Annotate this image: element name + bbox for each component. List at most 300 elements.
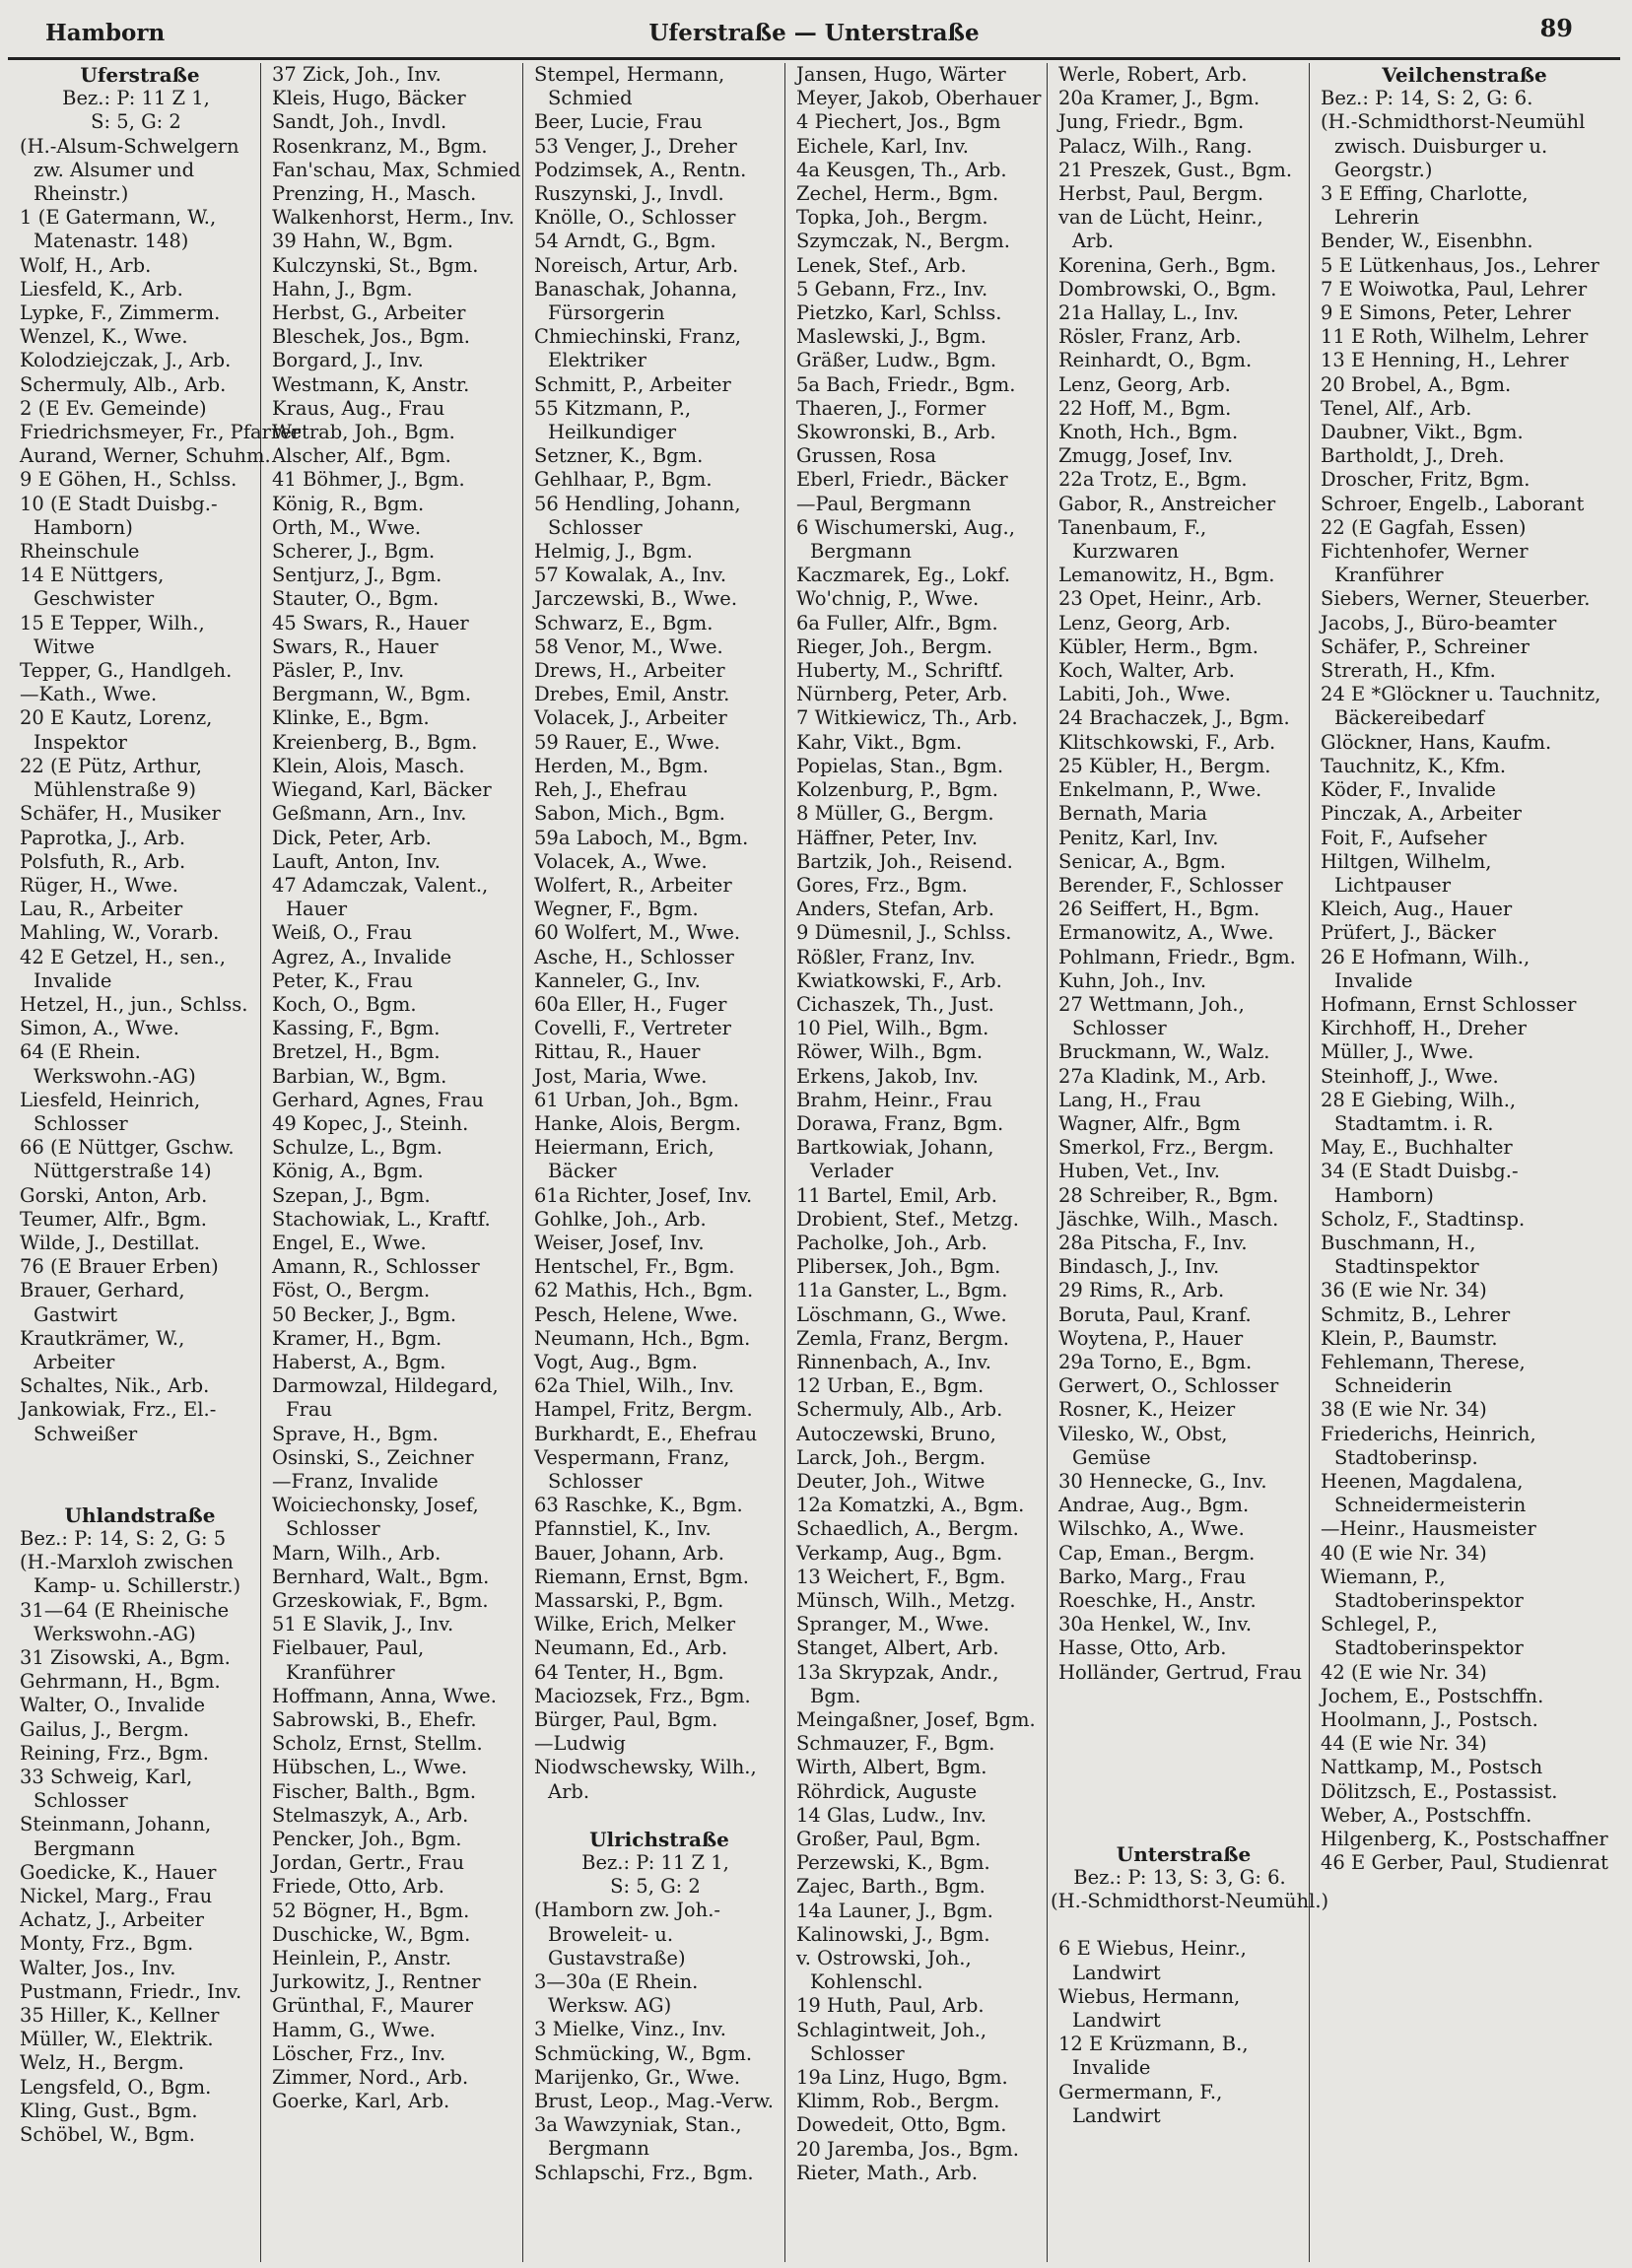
directory-entry: Strerath, H., Kfm. <box>1321 659 1496 683</box>
directory-entry: (Hamborn zw. Joh.-Broweleit- u. Gustavstraße) <box>534 1899 720 1969</box>
column-spacer <box>526 1804 784 1828</box>
directory-entry: Jäschke, Wilh., Masch. <box>1058 1207 1279 1231</box>
directory-entry: 35 Hiller, K., Kellner <box>20 2004 220 2028</box>
directory-entry: Jochem, E., Postschffn. <box>1321 1684 1544 1707</box>
directory-entry: Reining, Frz., Bgm. <box>20 1741 209 1765</box>
directory-entry: Orth, M., Wwe. <box>272 515 422 539</box>
directory-entry: Lang, H., Frau <box>1058 1088 1201 1111</box>
directory-entry: —Ludwig <box>534 1732 626 1756</box>
directory-entry: Simon, A., Wwe. <box>20 1017 179 1040</box>
column-6 <box>1313 63 1608 2262</box>
directory-entry: Schmitz, B., Lehrer <box>1321 1302 1511 1326</box>
directory-entry: 41 Böhmer, J., Bgm. <box>272 468 465 492</box>
directory-entry: 2 (E Ev. Gemeinde) <box>20 396 207 420</box>
directory-entry: Barko, Marg., Frau <box>1058 1565 1247 1588</box>
directory-entry: Pacholke, Joh., Arb. <box>796 1231 987 1254</box>
directory-entry: Liesfeld, Heinrich, Schlosser <box>20 1088 201 1135</box>
directory-entry: Gehlhaar, P., Bgm. <box>534 468 713 492</box>
directory-entry: Volacek, A., Wwe. <box>534 849 708 873</box>
directory-entry: 31 Zisowski, A., Bgm. <box>20 1646 231 1669</box>
directory-entry: —Kath., Wwe. <box>20 683 158 706</box>
directory-entry: 22a Trotz, E., Bgm. <box>1058 468 1248 492</box>
directory-entry: Zemla, Franz, Bergm. <box>796 1326 1009 1350</box>
directory-entry: Kleis, Hugo, Bäcker <box>272 87 466 110</box>
directory-entry: Westmann, K, Anstr. <box>272 372 470 396</box>
directory-entry: Vogt, Aug., Bgm. <box>534 1350 698 1373</box>
directory-entry: Fischer, Balth., Bgm. <box>272 1779 477 1803</box>
directory-entry: Klein, Alois, Masch. <box>272 754 465 777</box>
directory-entry: 20 Jaremba, Jos., Bgm. <box>796 2137 1019 2161</box>
directory-entry: Pfannstiel, K., Inv. <box>534 1517 712 1541</box>
directory-entry: —Franz, Invalide <box>272 1469 439 1493</box>
directory-entry: Knoth, Hch., Bgm. <box>1058 421 1239 444</box>
directory-entry: König, R., Bgm. <box>272 492 425 515</box>
directory-entry: Goedicke, K., Hauer <box>20 1860 217 1884</box>
directory-entry: 7 E Woiwotka, Paul, Lehrer <box>1321 277 1588 300</box>
directory-entry: 61a Richter, Josef, Inv. <box>534 1183 753 1207</box>
directory-entry: 14 Glas, Ludw., Inv. <box>796 1803 986 1827</box>
directory-entry: Labiti, Joh., Wwe. <box>1058 683 1231 706</box>
directory-entry: Hofmann, Ernst Schlosser <box>1321 992 1577 1016</box>
directory-entry: Bretzel, H., Bgm. <box>272 1040 441 1064</box>
directory-entry: Lenek, Stef., Arb. <box>796 253 967 277</box>
directory-entry: Bürger, Paul, Bgm. <box>534 1708 718 1732</box>
directory-entry: Achatz, J., Arbeiter <box>20 1908 204 1932</box>
street-heading: Ulrichstraße <box>589 1827 729 1851</box>
directory-entry: Steinhoff, J., Wwe. <box>1321 1064 1499 1088</box>
column-2 <box>264 63 523 2262</box>
directory-entry: Nürnberg, Peter, Arb. <box>796 683 1008 706</box>
directory-entry: 62 Mathis, Hch., Bgm. <box>534 1279 754 1302</box>
directory-entry: Zimmer, Nord., Arb. <box>272 2066 469 2090</box>
directory-entry: 60 Wolfert, M., Wwe. <box>534 921 741 945</box>
directory-entry: Sprave, H., Bgm. <box>272 1422 439 1445</box>
directory-entry: Bartzik, Joh., Reisend. <box>796 849 1013 873</box>
directory-entry: 51 E Slavik, J., Inv. <box>272 1613 454 1636</box>
directory-entry: Perzewski, K., Bgm. <box>796 1851 990 1875</box>
directory-entry: Koch, Walter, Arb. <box>1058 659 1235 683</box>
directory-entry: 4a Keusgen, Th., Arb. <box>796 158 1007 181</box>
directory-entry: Gabor, R., Anstreicher <box>1058 492 1276 515</box>
directory-entry: Anders, Stefan, Arb. <box>796 898 995 921</box>
directory-entry: Bernath, Maria <box>1058 802 1207 826</box>
directory-entry: Glöckner, Hans, Kaufm. <box>1321 730 1552 754</box>
directory-entry: Schmitt, P., Arbeiter <box>534 372 731 396</box>
directory-entry: Larck, Joh., Bergm. <box>796 1445 986 1469</box>
directory-entry: 44 (E wie Nr. 34) <box>1321 1732 1487 1756</box>
directory-entry: Kramer, H., Bgm. <box>272 1326 442 1350</box>
directory-entry: Heinlein, P., Anstr. <box>272 1947 451 1970</box>
directory-entry: Neumann, Ed., Arb. <box>534 1636 728 1660</box>
directory-entry: Walter, O., Invalide <box>20 1694 206 1717</box>
directory-entry: Bender, W., Eisenbhn. <box>1321 230 1533 253</box>
directory-entry: Gehrmann, H., Bgm. <box>20 1670 221 1694</box>
directory-entry: Helmig, J., Bgm. <box>534 540 693 564</box>
directory-entry: Wenzel, K., Wwe. <box>20 325 188 349</box>
directory-entry: Pustmann, Friedr., Inv. <box>20 1979 242 2003</box>
directory-entry: Gohlke, Joh., Arb. <box>534 1207 707 1231</box>
directory-entry: (H.-Marxloh zwischen Kamp- u. Schillerstr.) <box>20 1551 241 1598</box>
directory-entry: Agrez, A., Invalide <box>272 945 452 968</box>
directory-entry: Lau, R., Arbeiter <box>20 898 183 921</box>
directory-entry: Skowronski, B., Arb. <box>796 421 996 444</box>
directory-entry: Zajec, Barth., Bgm. <box>796 1875 986 1899</box>
directory-entry: Rittau, R., Hauer <box>534 1040 701 1064</box>
directory-entry: 60a Eller, H., Fuger <box>534 992 727 1016</box>
directory-entry: Dombrowski, O., Bgm. <box>1058 277 1277 300</box>
directory-entry: Friede, Otto, Arb. <box>272 1875 444 1899</box>
directory-entry: Kolzenburg, P., Bgm. <box>796 778 998 802</box>
directory-entry: Gerwert, O., Schlosser <box>1058 1374 1279 1398</box>
directory-entry: Pesch, Helene, Wwe. <box>534 1302 738 1326</box>
directory-entry: Scholz, Ernst, Stellm. <box>272 1732 483 1756</box>
directory-entry: Daubner, Vikt., Bgm. <box>1321 421 1524 444</box>
directory-entry: 11 Bartel, Emil, Arb. <box>796 1183 997 1207</box>
directory-entry: 57 Kowalak, A., Inv. <box>534 564 727 587</box>
directory-entry: Fielbauer, Paul, Kranführer <box>272 1636 425 1684</box>
directory-entry: Kreienberg, B., Bgm. <box>272 730 478 754</box>
directory-entry: 3a Wawzyniak, Stan., Bergmann <box>534 2113 742 2161</box>
directory-entry: Burkhardt, E., Ehefrau <box>534 1422 758 1445</box>
directory-entry: Scholz, F., Stadtinsp. <box>1321 1207 1526 1231</box>
directory-entry: Hübschen, L., Wwe. <box>272 1756 468 1779</box>
directory-entry: 10 (E Stadt Duisbg.-Hamborn) <box>20 492 218 539</box>
directory-entry: Maslewski, J., Bgm. <box>796 325 986 349</box>
directory-entry: Röwer, Wilh., Bgm. <box>796 1040 984 1064</box>
street-heading: Unterstraße <box>1116 1841 1252 1866</box>
column-3 <box>526 63 785 2262</box>
directory-entry: Stauter, O., Bgm. <box>272 587 440 611</box>
directory-entry: Banaschak, Johanna, Fürsorgerin <box>534 277 738 325</box>
directory-entry: Kübler, Herm., Bgm. <box>1058 634 1258 658</box>
directory-entry: Fichtenhofer, Werner Kranführer <box>1321 540 1529 587</box>
directory-entry: Thaeren, J., Former <box>796 396 986 420</box>
directory-entry: Meyer, Jakob, Oberhauer <box>796 87 1042 110</box>
directory-entry: 21 Preszek, Gust., Bgm. <box>1058 158 1293 181</box>
directory-entry: Hasse, Otto, Arb. <box>1058 1636 1227 1660</box>
directory-entry: Hahn, J., Bgm. <box>272 277 413 300</box>
directory-entry: Herbst, G., Arbeiter <box>272 301 466 325</box>
directory-entry: 12 Urban, E., Bgm. <box>796 1374 985 1398</box>
directory-entry: 38 (E wie Nr. 34) <box>1321 1398 1487 1422</box>
header-street-range: Uferstraße — Unterstraße <box>648 20 980 46</box>
directory-entry: Fehlemann, Therese, Schneiderin <box>1321 1350 1526 1398</box>
directory-entry: 24 E *Glöckner u. Tauchnitz, Bäckereibedarf <box>1321 683 1601 730</box>
directory-entry: Wilde, J., Destillat. <box>20 1231 200 1254</box>
directory-entry: Kulczynski, St., Bgm. <box>272 253 479 277</box>
directory-entry: 19a Linz, Hugo, Bgm. <box>796 2066 1008 2090</box>
directory-entry: 20a Kramer, J., Bgm. <box>1058 87 1260 110</box>
directory-entry: 12 E Krüzmann, B., Invalide <box>1058 2033 1249 2080</box>
directory-entry: Borgard, J., Inv. <box>272 349 424 372</box>
directory-entry: Foit, F., Aufseher <box>1321 826 1487 849</box>
directory-entry: 39 Hahn, W., Bgm. <box>272 230 453 253</box>
directory-entry: Gerhard, Agnes, Frau <box>272 1088 484 1111</box>
directory-entry: Bartholdt, J., Dreh. <box>1321 444 1505 468</box>
directory-entry: Rieger, Joh., Bergm. <box>796 634 993 658</box>
directory-entry: Paprotka, J., Arb. <box>20 826 186 849</box>
directory-entry: Kolodziejczak, J., Arb. <box>20 349 232 372</box>
directory-entry: 27 Wettmann, Joh., Schlosser <box>1058 992 1245 1040</box>
directory-entry: 6 Wischumerski, Aug., Bergmann <box>796 515 1015 564</box>
directory-entry: Wegner, F., Bgm. <box>534 898 699 921</box>
directory-entry: Hoolmann, J., Postsch. <box>1321 1708 1538 1732</box>
directory-entry: Bruckmann, W., Walz. <box>1058 1040 1270 1064</box>
directory-entry: Kraus, Aug., Frau <box>272 396 445 420</box>
directory-entry: Liesfeld, K., Arb. <box>20 277 183 300</box>
directory-entry: Dick, Peter, Arb. <box>272 826 432 849</box>
directory-entry: 29a Torno, E., Bgm. <box>1058 1350 1253 1373</box>
column-spacer <box>1051 1685 1309 1842</box>
directory-entry: Dorawa, Franz, Bgm. <box>796 1111 1004 1135</box>
directory-entry: 13 E Henning, H., Lehrer <box>1321 349 1569 372</box>
directory-entry: 12a Komatzki, A., Bgm. <box>796 1494 1025 1517</box>
directory-entry: Sandt, Joh., Invdl. <box>272 110 447 134</box>
directory-entry: Hetzel, H., jun., Schlss. <box>20 992 248 1016</box>
directory-entry: Wilschko, A., Wwe. <box>1058 1517 1245 1541</box>
directory-entry: Volacek, J., Arbeiter <box>534 706 727 730</box>
directory-entry: 6 E Wiebus, Heinr., Landwirt <box>1058 1937 1247 1984</box>
directory-entry: Hampel, Fritz, Bergm. <box>534 1398 753 1422</box>
directory-entry: 53 Venger, J., Dreher <box>534 134 737 158</box>
directory-entry: Kanneler, G., Inv. <box>534 968 701 992</box>
directory-entry: 11a Ganster, L., Bgm. <box>796 1279 1008 1302</box>
directory-entry: Tanenbaum, F., Kurzwaren <box>1058 515 1207 564</box>
directory-entry: Noreisch, Artur, Arb. <box>534 253 739 277</box>
directory-entry: Rieter, Math., Arb. <box>796 2161 979 2184</box>
column-1 <box>12 63 302 2262</box>
directory-entry: Schöbel, W., Bgm. <box>20 2123 195 2147</box>
directory-entry: Nickel, Marg., Frau <box>20 1885 213 1908</box>
directory-entry: Weiser, Josef, Inv. <box>534 1231 705 1254</box>
directory-entry: Engel, E., Wwe. <box>272 1231 427 1254</box>
directory-entry: Beer, Lucie, Frau <box>534 110 703 134</box>
directory-entry: 61 Urban, Joh., Bgm. <box>534 1088 740 1111</box>
directory-entry: Riemann, Ernst, Bgm. <box>534 1565 749 1588</box>
directory-entry: Germermann, F., Landwirt <box>1058 2080 1223 2127</box>
directory-entry: Vilesko, W., Obst, Gemüse <box>1058 1422 1228 1469</box>
directory-entry: 22 (E Pütz, Arthur, Mühlenstraße 9) <box>20 754 202 802</box>
directory-entry: Smerkol, Frz., Bergm. <box>1058 1136 1274 1160</box>
directory-entry: Rüger, H., Wwe. <box>20 873 178 897</box>
directory-entry: 24 Brachaczek, J., Bgm. <box>1058 706 1290 730</box>
directory-entry: Osinski, S., Zeichner <box>272 1445 474 1469</box>
directory-entry: 7 Witkiewicz, Th., Arb. <box>796 706 1018 730</box>
directory-entry: Tepper, G., Handlgeh. <box>20 659 233 683</box>
directory-entry: Korenina, Gerh., Bgm. <box>1058 253 1277 277</box>
directory-entry: Chmiechinski, Franz, Elektriker <box>534 325 741 372</box>
directory-entry: Marijenko, Gr., Wwe. <box>534 2065 741 2089</box>
directory-entry: Huben, Vet., Inv. <box>1058 1160 1220 1183</box>
directory-entry: Deuter, Joh., Witwe <box>796 1469 986 1493</box>
directory-entry: 56 Hendling, Johann, Schlosser <box>534 492 741 539</box>
directory-entry: 52 Bögner, H., Bgm. <box>272 1899 470 1922</box>
directory-entry: Zmugg, Josef, Inv. <box>1058 444 1234 468</box>
directory-entry: 33 Schweig, Karl, Schlosser <box>20 1766 193 1813</box>
directory-entry: Rheinschule <box>20 540 140 564</box>
directory-entry: Röhrdick, Auguste <box>796 1779 978 1803</box>
directory-entry: 25 Kübler, H., Bergm. <box>1058 754 1271 777</box>
directory-entry: Lemanowitz, H., Bgm. <box>1058 564 1275 587</box>
directory-entry: Jordan, Gertr., Frau <box>272 1851 465 1875</box>
directory-entry: Wagner, Alfr., Bgm <box>1058 1111 1241 1135</box>
directory-entry: Jurkowitz, J., Rentner <box>272 1970 481 1994</box>
directory-entry: Bez.: P: 14, S: 2, G: 5 <box>20 1526 227 1550</box>
directory-entry: Siebers, Werner, Steuerber. <box>1321 587 1591 611</box>
directory-entry: Wolfert, R., Arbeiter <box>534 873 732 897</box>
directory-entry: 14 E Nüttgers, Geschwister <box>20 564 165 611</box>
directory-entry: —Heinr., Hausmeister <box>1321 1517 1536 1541</box>
directory-entry: Wo'chnig, P., Wwe. <box>796 587 980 611</box>
directory-entry: Aurand, Werner, Schuhm. <box>20 444 271 468</box>
directory-entry: Pohlmann, Friedr., Bgm. <box>1058 945 1296 968</box>
directory-entry: Friedrichsmeyer, Fr., Pfarrer <box>20 421 302 444</box>
directory-entry: Drews, H., Arbeiter <box>534 659 725 683</box>
directory-entry: 20 E Kautz, Lorenz, Inspektor <box>20 706 213 754</box>
directory-entry: Weiß, O., Frau <box>272 921 413 945</box>
directory-entry: Polsfuth, R., Arb. <box>20 849 186 873</box>
directory-entry: Topka, Joh., Bergm. <box>796 206 988 230</box>
directory-entry: Wiemann, P., Stadtoberinspektor <box>1321 1565 1524 1612</box>
directory-entry: Swars, R., Hauer <box>272 634 439 658</box>
directory-entry: Cap, Eman., Bergm. <box>1058 1541 1256 1565</box>
directory-entry: Schlegel, P., Stadtoberinspektor <box>1321 1613 1524 1660</box>
directory-entry: 26 Seiffert, H., Bgm. <box>1058 898 1260 921</box>
directory-entry: Kassing, F., Bgm. <box>272 1017 441 1040</box>
directory-entry: Schmücking, W., Bgm. <box>534 2041 753 2065</box>
directory-entry: Lypke, F., Zimmerm. <box>20 301 221 325</box>
directory-entry: Sentjurz, J., Bgm. <box>272 564 442 587</box>
directory-entry: Herden, M., Bgm. <box>534 754 709 777</box>
directory-entry: Walkenhorst, Herm., Inv. <box>272 206 515 230</box>
directory-entry: Wiebus, Hermann, Landwirt <box>1058 1984 1241 2033</box>
directory-entry: Jacobs, J., Büro-beamter <box>1321 611 1557 634</box>
directory-entry: Schroer, Engelb., Laborant <box>1321 492 1585 515</box>
directory-entry: Köder, F., Invalide <box>1321 778 1496 802</box>
directory-entry: Stachowiak, L., Kraftf. <box>272 1207 491 1231</box>
directory-entry: Krautkrämer, W., Arbeiter <box>20 1326 185 1373</box>
directory-entry: Maciozsek, Frz., Bgm. <box>534 1684 751 1707</box>
directory-entry: Woytena, P., Hauer <box>1058 1326 1244 1350</box>
directory-entry: Bez.: P: 11 Z 1, <box>581 1851 729 1875</box>
directory-entry: 66 (E Nüttger, Gschw. Nüttgerstraße 14) <box>20 1136 235 1183</box>
directory-entry: 8 Müller, G., Bergm. <box>796 802 994 826</box>
column-spacer <box>12 1446 260 1503</box>
directory-entry: 36 (E wie Nr. 34) <box>1321 1279 1487 1302</box>
directory-entry: Heiermann, Erich, Bäcker <box>534 1136 714 1183</box>
directory-entry: 55 Kitzmann, P., Heilkundiger <box>534 396 692 444</box>
directory-entry: Schulze, L., Bgm. <box>272 1136 442 1160</box>
directory-entry: Tenel, Alf., Arb. <box>1321 396 1472 420</box>
directory-entry: Popielas, Stan., Bgm. <box>796 754 1004 777</box>
directory-entry: Gräßer, Ludw., Bgm. <box>796 349 997 372</box>
directory-entry: 64 (E Rhein. Werkswohn.-AG) <box>20 1040 196 1088</box>
directory-entry: 11 E Roth, Wilhelm, Lehrer <box>1321 325 1589 349</box>
header-district: Hamborn <box>45 20 166 46</box>
directory-entry: Erkens, Jakob, Inv. <box>796 1064 979 1088</box>
directory-entry: Werle, Robert, Arb. <box>1058 63 1248 86</box>
directory-entry: Münsch, Wilh., Metzg. <box>796 1589 1016 1612</box>
directory-entry: Niodwschewsky, Wilh., Arb. <box>534 1756 757 1803</box>
directory-entry: Bez.: P: 11 Z 1, <box>62 87 210 110</box>
directory-entry: Drobient, Stef., Metzg. <box>796 1207 1019 1231</box>
directory-entry: 10 Piel, Wilh., Bgm. <box>796 1017 989 1040</box>
directory-entry: 28 E Giebing, Wilh., Stadtamtm. i. R. <box>1321 1088 1517 1135</box>
directory-entry: Andrae, Aug., Bgm. <box>1058 1494 1250 1517</box>
directory-entry: Jansen, Hugo, Wärter <box>796 63 1006 86</box>
directory-entry: 28a Pitscha, F., Inv. <box>1058 1231 1248 1254</box>
directory-entry: Jung, Friedr., Bgm. <box>1058 110 1245 134</box>
directory-entry: Schmauzer, F., Bgm. <box>796 1732 995 1756</box>
column-5 <box>1051 63 1329 2262</box>
directory-entry: 42 (E wie Nr. 34) <box>1321 1660 1487 1684</box>
directory-entry: 23 Opet, Heinr., Arb. <box>1058 587 1262 611</box>
directory-entry: Stempel, Hermann, Schmied <box>534 63 725 110</box>
directory-entry: Fan'schau, Max, Schmied <box>272 158 521 181</box>
directory-entry: Amann, R., Schlosser <box>272 1255 480 1279</box>
directory-entry: Haberst, A., Bgm. <box>272 1350 446 1373</box>
page-number: 89 <box>1539 14 1573 42</box>
directory-entry: Setzner, K., Bgm. <box>534 444 704 468</box>
directory-entry: Darmowzal, Hildegard, Frau <box>272 1374 499 1422</box>
directory-entry: Enkelmann, P., Wwe. <box>1058 778 1262 802</box>
directory-entry: Weber, A., Postschffn. <box>1321 1803 1532 1827</box>
directory-entry: (H.-Schmidthorst-Neumühl.) <box>1051 1890 1329 1913</box>
column-spacer <box>1051 1913 1309 1937</box>
directory-entry: Päsler, P., Inv. <box>272 659 405 683</box>
directory-entry: 34 (E Stadt Duisbg.-Hamborn) <box>1321 1160 1519 1207</box>
directory-entry: Kaczmarek, Eg., Lokf. <box>796 564 1011 587</box>
directory-entry: Peter, K., Frau <box>272 968 413 992</box>
directory-entry: Kalinowski, J., Bgm. <box>796 1922 990 1946</box>
directory-entry: 5 E Lütkenhaus, Jos., Lehrer <box>1321 253 1599 277</box>
directory-entry: 40 (E wie Nr. 34) <box>1321 1541 1487 1565</box>
directory-entry: Huberty, M., Schriftf. <box>796 659 1004 683</box>
directory-entry: (H.-Schmidthorst-Neumühl zwisch. Duisburger u. Georgstr.) <box>1321 110 1586 181</box>
directory-entry: Großer, Paul, Bgm. <box>796 1828 982 1851</box>
directory-entry: (H.-Alsum-Schwelgern zw. Alsumer und Rheinstr.) <box>20 134 239 206</box>
directory-entry: Covelli, F., Vertreter <box>534 1017 731 1040</box>
directory-entry: Stanget, Albert, Arb. <box>796 1636 999 1660</box>
directory-entry: Wolf, H., Arb. <box>20 253 152 277</box>
directory-entry: Grussen, Rosa <box>796 444 937 468</box>
directory-entry: Wirth, Albert, Bgm. <box>796 1756 987 1779</box>
directory-entry: Müller, J., Wwe. <box>1321 1040 1474 1064</box>
directory-entry: 14a Launer, J., Bgm. <box>796 1899 993 1922</box>
directory-entry: Lauft, Anton, Inv. <box>272 849 441 873</box>
directory-entry: Jost, Maria, Wwe. <box>534 1064 708 1088</box>
directory-entry: Brahm, Heinr., Frau <box>796 1088 992 1111</box>
directory-entry: Podzimsek, A., Rentn. <box>534 158 747 181</box>
directory-entry: Nattkamp, M., Postsch <box>1321 1756 1543 1779</box>
directory-entry: 9 E Göhen, H., Schlss. <box>20 468 238 492</box>
directory-entry: Wetrab, Joh., Bgm. <box>272 421 455 444</box>
page-header <box>8 10 1620 60</box>
directory-entry: Brauer, Gerhard, Gastwirt <box>20 1279 185 1326</box>
directory-entry: Boruta, Paul, Kranf. <box>1058 1302 1252 1326</box>
directory-entry: 27a Kladink, M., Arb. <box>1058 1064 1267 1088</box>
directory-entry: 47 Adamczak, Valent., Hauer <box>272 873 489 921</box>
directory-entry: 3—30a (E Rhein. Werksw. AG) <box>534 1970 699 2018</box>
directory-entry: Friederichs, Heinrich, Stadtoberinsp. <box>1321 1422 1536 1469</box>
directory-entry: Lenz, Georg, Arb. <box>1058 372 1231 396</box>
directory-entry: Schaedlich, A., Bergm. <box>796 1517 1019 1541</box>
directory-entry: Bernhard, Walt., Bgm. <box>272 1565 490 1588</box>
directory-entry: Bergmann, W., Bgm. <box>272 683 472 706</box>
directory-entry: Rinnenbach, A., Inv. <box>796 1350 991 1373</box>
directory-entry: Bauer, Johann, Arb. <box>534 1541 724 1565</box>
directory-entry: 13 Weichert, F., Bgm. <box>796 1565 1006 1588</box>
